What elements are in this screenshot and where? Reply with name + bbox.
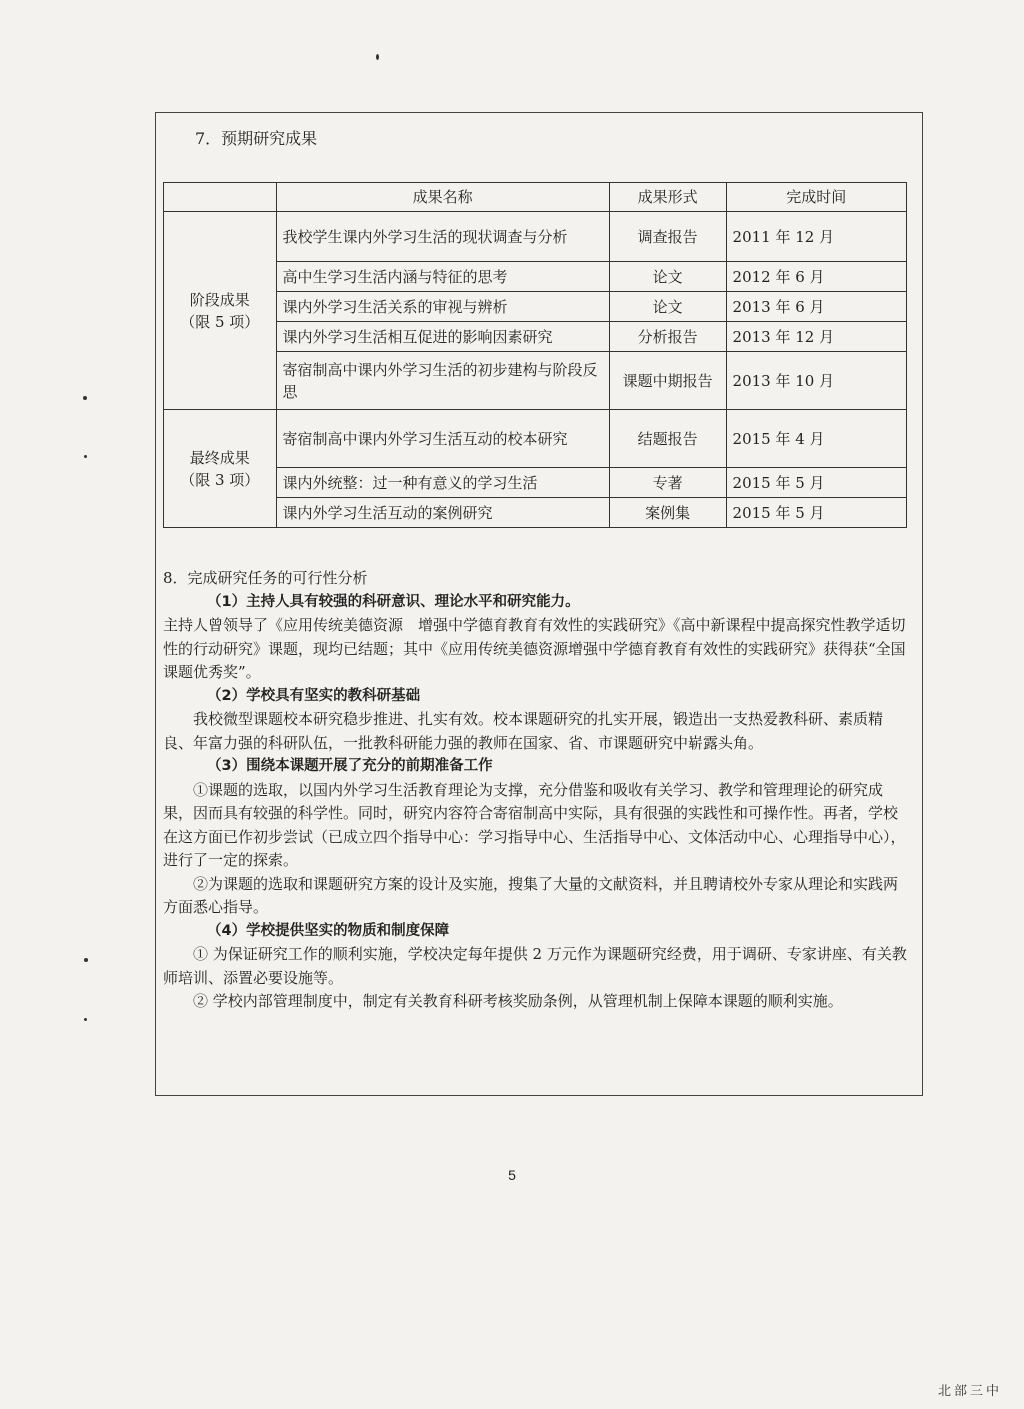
result-name: 课内外学习生活关系的审视与辨析: [276, 292, 609, 322]
paragraph-4b: ② 学校内部管理制度中，制定有关教育科研考核奖励条例，从管理机制上保障本课题的顺利实施。: [193, 992, 843, 1010]
subheading-4: （4）学校提供坚实的物质和制度保障: [207, 922, 450, 939]
scan-speck: [84, 958, 88, 962]
result-time: 2013 年 10 月: [726, 352, 906, 410]
scan-speck: [376, 54, 379, 60]
result-form: 结题报告: [609, 410, 726, 468]
result-form: 分析报告: [609, 322, 726, 352]
header-form: 成果形式: [609, 183, 726, 212]
result-name: 课内外统整：过一种有意义的学习生活: [276, 468, 609, 498]
result-name: 课内外学习生活互动的案例研究: [276, 498, 609, 528]
expected-results-table: [163, 182, 907, 528]
section-8: [163, 567, 911, 1014]
result-name: 高中生学习生活内涵与特征的思考: [276, 262, 609, 292]
header-time: 完成时间: [726, 183, 906, 212]
final-results-label: 最终成果 （限 3 项）: [164, 410, 277, 528]
result-time: 2015 年 5 月: [726, 498, 906, 528]
result-form: 案例集: [609, 498, 726, 528]
table-row: [164, 410, 907, 468]
scan-speck: [83, 396, 87, 400]
paragraph-4a: ① 为保证研究工作的顺利实施，学校决定每年提供 2 万元作为课题研究经费，用于调研、专家讲座、有关教师培训、添置必要设施等。: [163, 945, 907, 987]
subheading-2: （2）学校具有坚实的教科研基础: [207, 687, 421, 704]
result-time: 2011 年 12 月: [726, 212, 906, 262]
page-number: 5: [508, 1167, 516, 1183]
result-name: 课内外学习生活相互促进的影响因素研究: [276, 322, 609, 352]
result-form: 论文: [609, 262, 726, 292]
result-form: 专著: [609, 468, 726, 498]
result-time: 2013 年 6 月: [726, 292, 906, 322]
result-form: 课题中期报告: [609, 352, 726, 410]
section-8-title: 8．完成研究任务的可行性分析: [163, 569, 368, 587]
paragraph-3a: ①课题的选取，以国内外学习生活教育理论为支撑，充分借鉴和吸收有关学习、教学和管理理论的研究成果，因而具有较强的科学性。同时，研究内容符合寄宿制高中实际，具有很强的实践性和可操作性。再者，学校在这方面已作初步尝试（已成立四个指导中心：学习指导中心、生活指导中心、文体活动中心、心理指导中心），进行了一定的探索。: [163, 780, 906, 869]
result-form: 论文: [609, 292, 726, 322]
header-blank: [164, 183, 277, 212]
paragraph-2: 我校微型课题校本研究稳步推进、扎实有效。校本课题研究的扎实开展，锻造出一支热爱教科研、素质精良、年富力强的科研队伍，一批教科研能力强的教师在国家、省、市课题研究中崭露头角。: [163, 710, 884, 752]
subheading-3: （3）围绕本课题开展了充分的前期准备工作: [207, 758, 493, 774]
scan-speck: [84, 455, 87, 458]
result-time: 2013 年 12 月: [726, 322, 906, 352]
result-name: 寄宿制高中课内外学习生活互动的校本研究: [276, 410, 609, 468]
scan-speck: [84, 1018, 87, 1021]
table-row: [164, 212, 907, 262]
stage-results-label: 阶段成果 （限 5 项）: [164, 212, 277, 410]
result-name: 我校学生课内外学习生活的现状调查与分析: [276, 212, 609, 262]
paragraph-1: 主持人曾领导了《应用传统美德资源 增强中学德育教育有效性的实践研究》《高中新课程中提高探究性教学适切性的行动研究》课题，现均已结题；其中《应用传统美德资源增强中学德育教育有效性的实践研究》获得获“全国课题优秀奖”。: [163, 616, 906, 681]
paragraph-3b: ②为课题的选取和课题研究方案的设计及实施，搜集了大量的文献资料，并且聘请校外专家从理论和实践两方面悉心指导。: [163, 874, 899, 916]
result-time: 2015 年 5 月: [726, 468, 906, 498]
table-header-row: [164, 183, 907, 212]
section-7-title: 7．预期研究成果: [195, 129, 318, 148]
header-name: 成果名称: [276, 183, 609, 212]
subheading-1: （1）主持人具有较强的科研意识、理论水平和研究能力。: [207, 593, 580, 610]
result-form: 调查报告: [609, 212, 726, 262]
result-name: 寄宿制高中课内外学习生活的初步建构与阶段反思: [276, 352, 609, 410]
watermark: 北部三中: [937, 1384, 1002, 1399]
result-time: 2015 年 4 月: [726, 410, 906, 468]
result-time: 2012 年 6 月: [726, 262, 906, 292]
